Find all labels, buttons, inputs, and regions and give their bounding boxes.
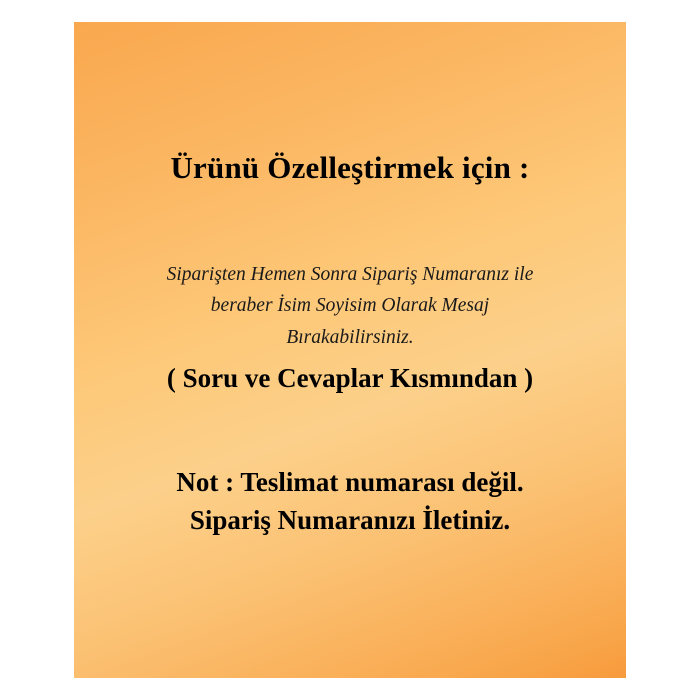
poster-note <box>176 463 523 540</box>
body-line-2: beraber İsim Soyisim Olarak Mesaj <box>210 295 490 317</box>
body-line-1: Siparişten Hemen Sonra Sipariş Numaranız ile <box>166 263 534 285</box>
poster-content <box>74 22 626 678</box>
poster-body <box>167 259 534 354</box>
note-line-1: Not : Teslimat numarası değil. <box>176 466 524 497</box>
note-line-2: Sipariş Numaranızı İletiniz. <box>189 505 511 536</box>
poster-subnote: ( Soru ve Cevaplar Kısmından ) <box>166 363 534 394</box>
promo-poster <box>74 22 626 678</box>
body-line-3: Bırakabilirsiniz. <box>286 326 414 348</box>
poster-headline: Ürünü Özelleştirmek için : <box>170 150 530 185</box>
